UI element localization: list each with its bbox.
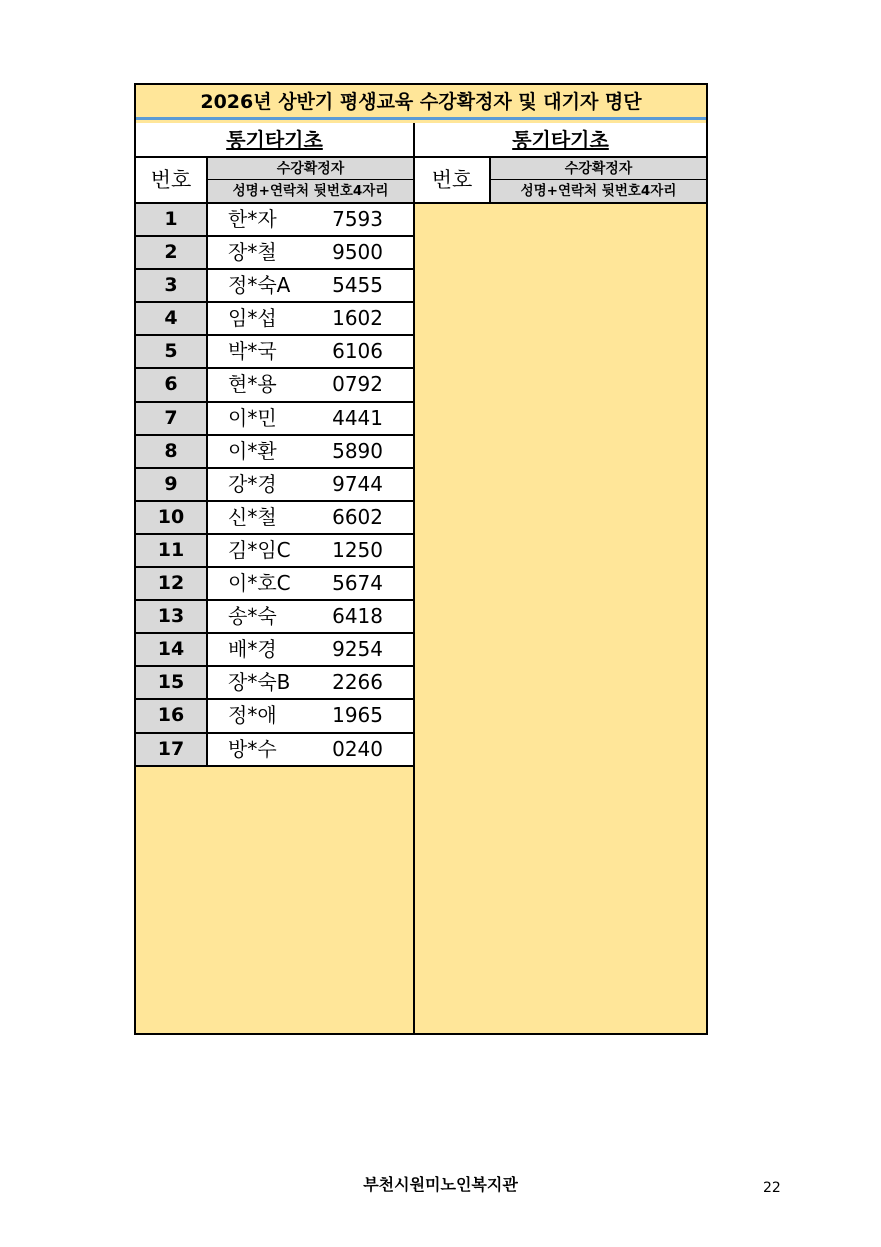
- row-number: 1: [136, 204, 208, 235]
- table-row: [136, 469, 413, 502]
- participant-name: 임*섭: [228, 306, 277, 331]
- row-number: 5: [136, 336, 208, 367]
- participant-name: 김*임C: [228, 537, 291, 562]
- confirmed-header: 수강확정자: [491, 158, 706, 180]
- phone-last-four: 2266: [332, 670, 383, 695]
- roster-rows: [136, 204, 413, 767]
- participant-name: 장*철: [228, 240, 277, 265]
- participant-name: 방*수: [228, 736, 277, 761]
- column-header-right: [415, 158, 706, 204]
- name-phone-header: 성명+연락처 뒷번호4자리: [491, 180, 706, 202]
- table-row: [136, 502, 413, 535]
- phone-last-four: 0792: [332, 372, 383, 397]
- phone-last-four: 1965: [332, 703, 383, 728]
- table-row: [136, 303, 413, 336]
- phone-last-four: 4441: [332, 405, 383, 430]
- participant-name: 이*호C: [228, 571, 291, 596]
- row-number: 13: [136, 601, 208, 632]
- participant-name: 이*환: [228, 438, 277, 463]
- table-row: [136, 667, 413, 700]
- table-title: 2026년 상반기 평생교육 수강확정자 및 대기자 명단: [136, 85, 706, 120]
- row-number: 17: [136, 734, 208, 765]
- row-number: 12: [136, 568, 208, 599]
- participant-name: 송*숙: [228, 604, 277, 629]
- phone-last-four: 7593: [332, 207, 383, 231]
- row-number: 4: [136, 303, 208, 334]
- table-row: [136, 601, 413, 634]
- roster-table: [134, 83, 708, 1035]
- confirmed-header: 수강확정자: [208, 158, 413, 180]
- participant-name: 장*숙B: [228, 670, 291, 695]
- table-row: [136, 700, 413, 733]
- course-title-left: 통기타기초: [136, 123, 413, 158]
- participant-name: 박*국: [228, 339, 277, 364]
- table-row: [136, 204, 413, 237]
- number-header: 번호: [136, 158, 208, 202]
- table-row: [136, 403, 413, 436]
- participant-name: 한*자: [228, 207, 277, 231]
- participant-name: 신*철: [228, 504, 277, 529]
- phone-last-four: 5674: [332, 571, 383, 596]
- page-number: 22: [763, 1180, 781, 1196]
- table-row: [136, 634, 413, 667]
- row-number: 8: [136, 436, 208, 467]
- participant-name: 현*용: [228, 372, 277, 397]
- phone-last-four: 9744: [332, 471, 383, 496]
- phone-last-four: 6602: [332, 504, 383, 529]
- participant-name: 정*숙A: [228, 273, 291, 298]
- phone-last-four: 6418: [332, 604, 383, 629]
- phone-last-four: 5455: [332, 273, 383, 298]
- table-row: [136, 734, 413, 767]
- participant-name: 정*애: [228, 703, 277, 728]
- table-row: [136, 568, 413, 601]
- right-column: [415, 123, 706, 1033]
- participant-name: 강*경: [228, 471, 277, 496]
- table-row: [136, 270, 413, 303]
- row-number: 16: [136, 700, 208, 731]
- participant-name: 이*민: [228, 405, 277, 430]
- table-row: [136, 237, 413, 270]
- row-number: 15: [136, 667, 208, 698]
- table-row: [136, 436, 413, 469]
- phone-last-four: 1602: [332, 306, 383, 331]
- course-title-right: 통기타기초: [415, 123, 706, 158]
- number-header: 번호: [415, 158, 491, 202]
- phone-last-four: 6106: [332, 339, 383, 364]
- row-number: 3: [136, 270, 208, 301]
- row-number: 2: [136, 237, 208, 268]
- phone-last-four: 1250: [332, 537, 383, 562]
- phone-last-four: 0240: [332, 736, 383, 761]
- table-row: [136, 369, 413, 402]
- phone-last-four: 9254: [332, 637, 383, 662]
- phone-last-four: 9500: [332, 240, 383, 265]
- participant-name: 배*경: [228, 637, 277, 662]
- phone-last-four: 5890: [332, 438, 383, 463]
- row-number: 9: [136, 469, 208, 500]
- table-row: [136, 535, 413, 568]
- row-number: 11: [136, 535, 208, 566]
- row-number: 14: [136, 634, 208, 665]
- row-number: 7: [136, 403, 208, 434]
- name-phone-header: 성명+연락처 뒷번호4자리: [208, 180, 413, 202]
- table-row: [136, 336, 413, 369]
- left-column: [136, 123, 415, 1033]
- row-number: 6: [136, 369, 208, 400]
- row-number: 10: [136, 502, 208, 533]
- column-header-left: [136, 158, 413, 204]
- footer-organization: 부천시원미노인복지관: [363, 1175, 518, 1194]
